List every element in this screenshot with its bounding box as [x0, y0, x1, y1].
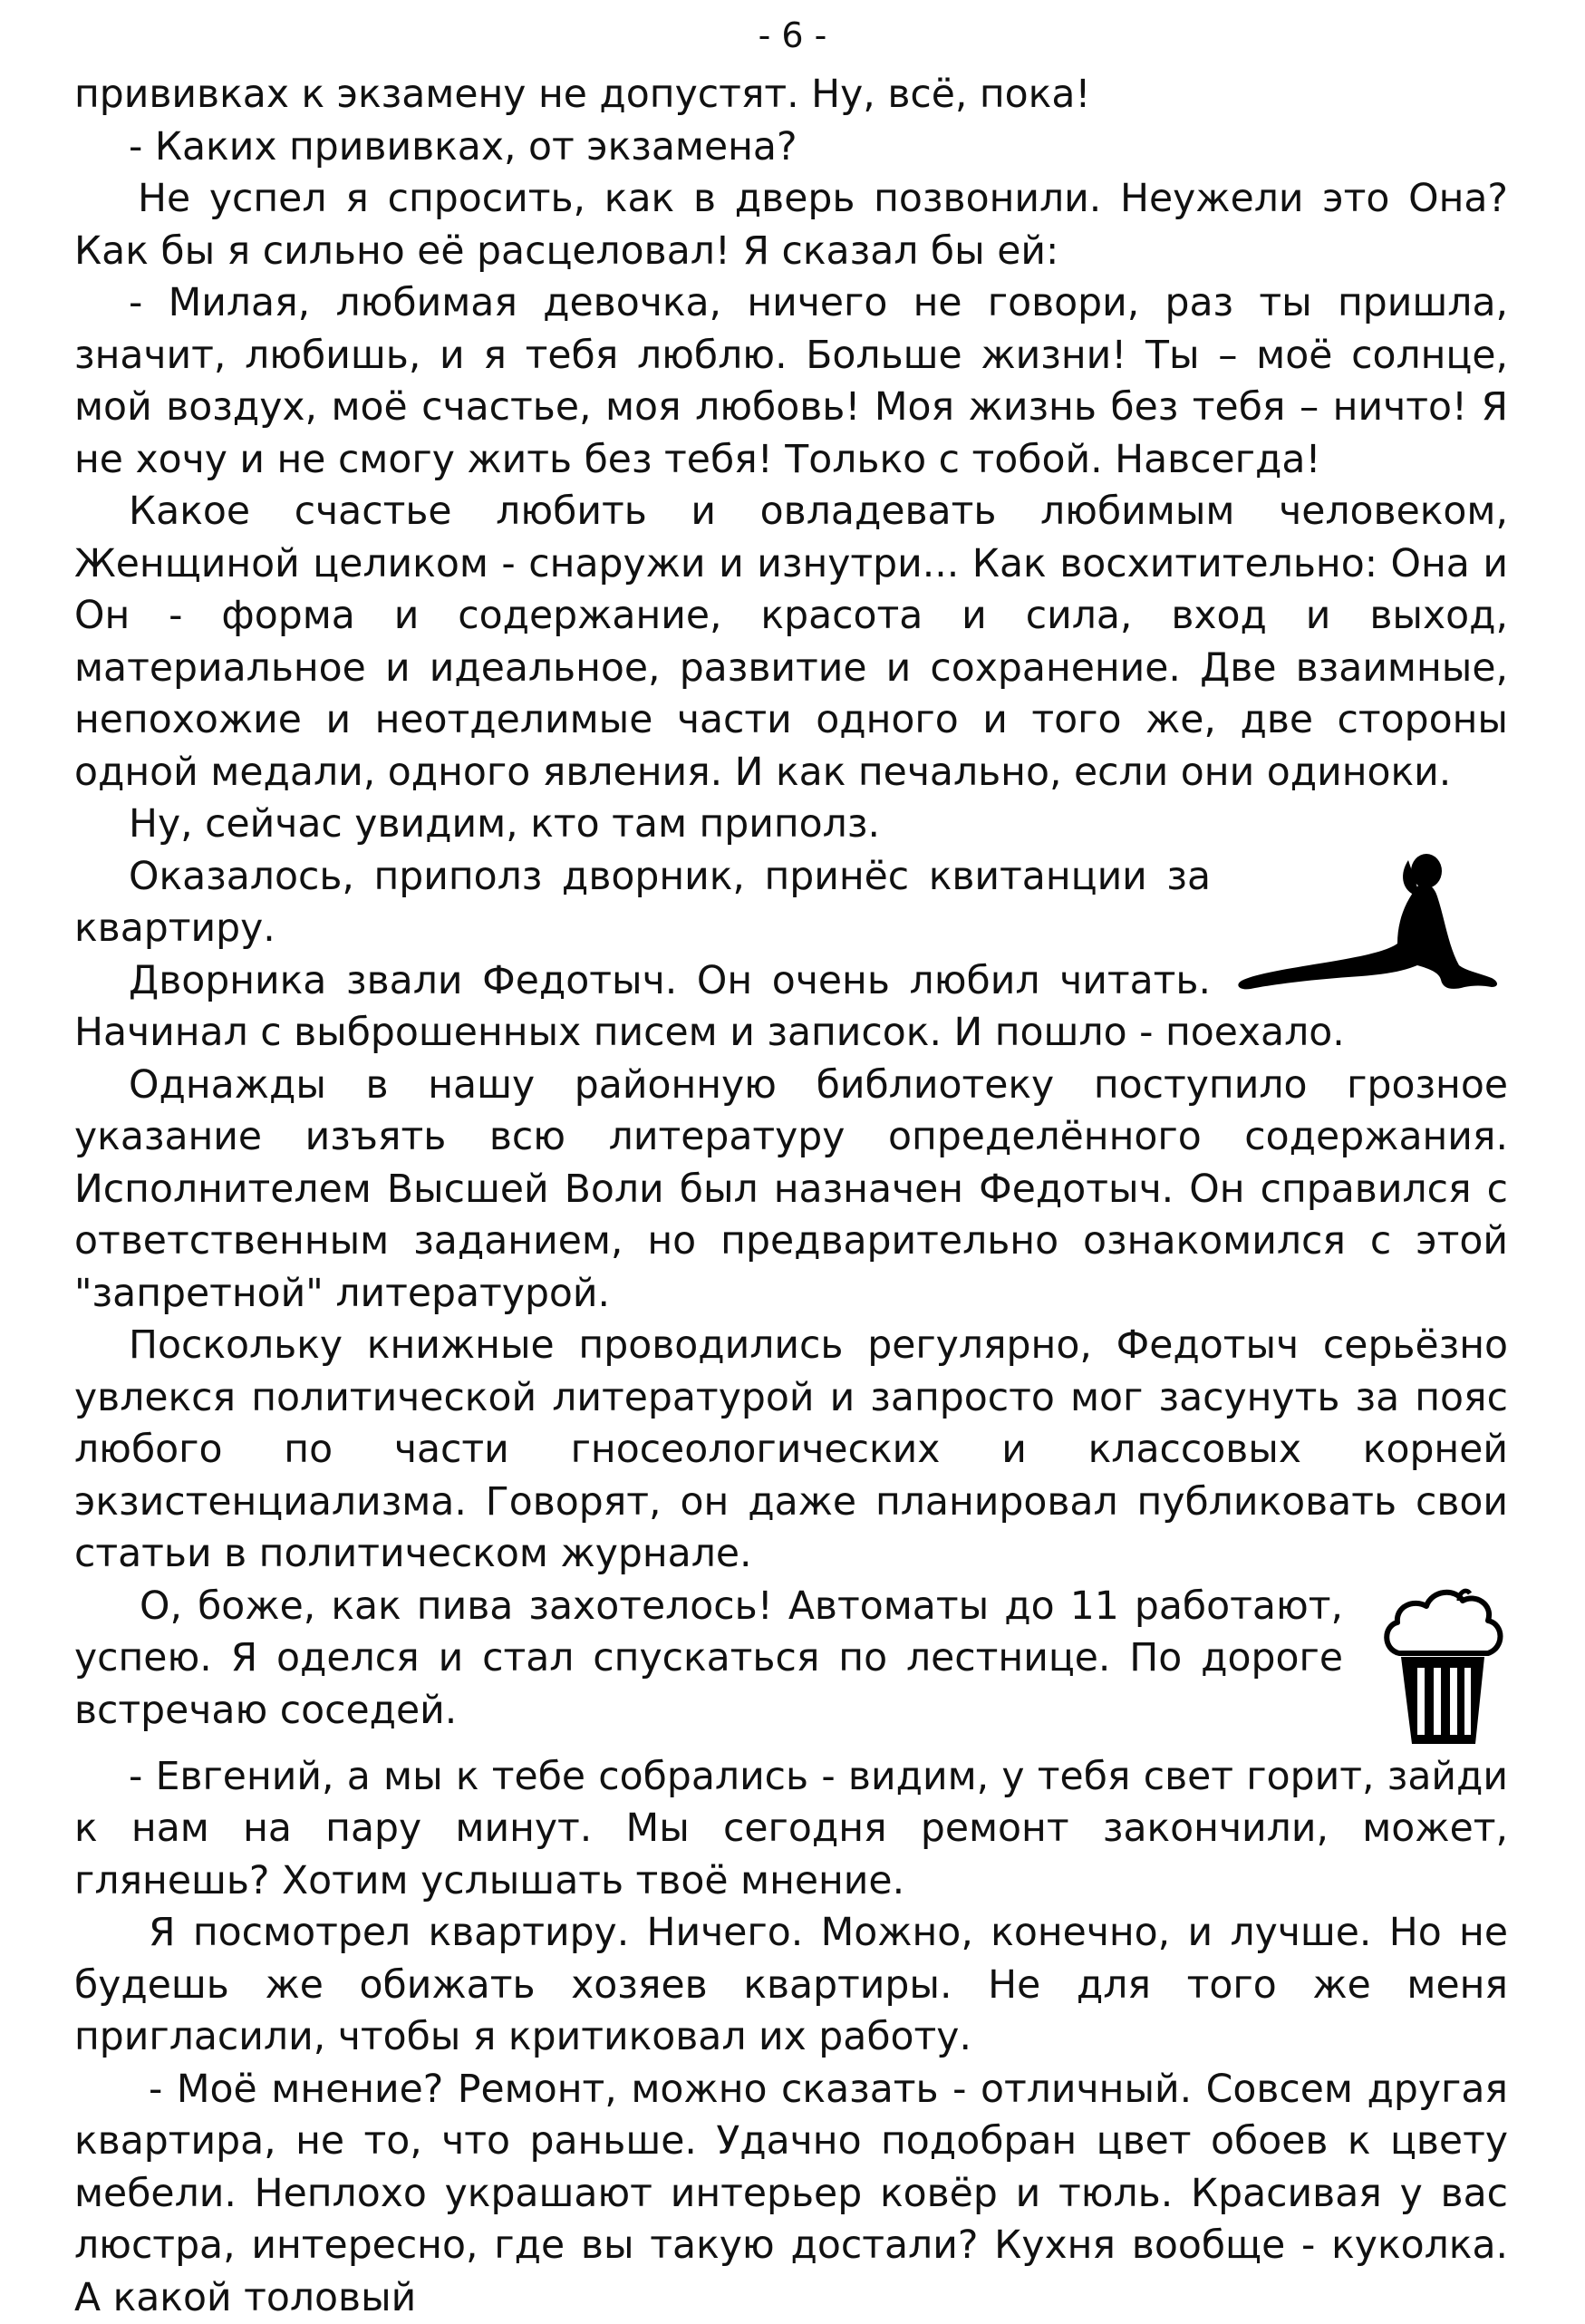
paragraph: прививках к экзамену не допустят. Ну, всё, пока!	[74, 69, 1508, 121]
paragraph: Поскольку книжные проводились регулярно, Федотыч серьёзно увлекся политической литературой и запросто мог засунуть за пояс любого по части гносеологических и классовых корней экзистенциализма. Говорят, он даже планировал публиковать свои статьи в политическом журнале.	[74, 1320, 1508, 1581]
paragraph: Не успел я спросить, как в дверь позвонили. Неужели это Она? Как бы я сильно её расцеловал! Я сказал бы ей:	[74, 173, 1508, 277]
paragraph: - Моё мнение? Ремонт, можно сказать - отличный. Совсем другая квартира, не то, что раньше. Удачно подобран цвет обоев к цвету мебели. Неплохо украшают интерьер ковёр и тюль. Красивая у вас люстра, интересно, где вы такую достали? Кухня вообще - куколка. А какой толовый	[74, 2064, 1508, 2324]
paragraph: - Милая, любимая девочка, ничего не говори, раз ты пришла, значит, любишь, и я тебя люблю. Больше жизни! Ты – моё солнце, мой воздух, моё счастье, моя любовь! Моя жизнь без тебя – ничто! Я не хочу и не смогу жить без тебя! Только с тобой. Навсегда!	[74, 277, 1508, 486]
paragraph: Однажды в нашу районную библиотеку поступило грозное указание изъять всю литературу определённого содержания. Исполнителем Высшей Воли был назначен Федотыч. Он справился с ответственным заданием, но предварительно ознакомился с этой "запретной" литературой.	[74, 1060, 1508, 1321]
paragraph: - Евгений, а мы к тебе собрались - видим, у тебя свет горит, зайди к нам на пару минут. Мы сегодня ремонт закончили, может, глянешь? Хотим услышать твоё мнение.	[74, 1751, 1508, 1908]
document-body	[74, 69, 1508, 2324]
paragraph: - Каких прививках, от экзамена?	[74, 121, 1508, 174]
paragraph: Дворника звали Федотыч. Он очень любил читать. Начинал с выброшенных писем и записок. И пошло - поехало.	[74, 955, 1508, 1060]
reclining-woman-silhouette	[1236, 851, 1508, 1002]
paragraph: Я посмотрел квартиру. Ничего. Можно, конечно, и лучше. Но не будешь же обижать хозяев квартиры. Не для того же меня пригласили, чтобы я критиковал их работу.	[74, 1907, 1508, 2064]
paragraph: Какое счастье любить и овладевать любимым человеком, Женщиной целиком - снаружи и изнутри... Как восхитительно: Она и Он - форма и содержание, красота и сила, вход и выход, материальное и идеальное, развитие и сохранение. Две взаимные, непохожие и неотделимые части одного и того же, две стороны одной медали, одного явления. И как печально, если они одиноки.	[74, 486, 1508, 799]
paragraph: Оказалось, приполз дворник, принёс квитанции за квартиру.	[74, 851, 1508, 955]
page-number: - 6 -	[0, 13, 1585, 58]
beer-mug-icon	[1379, 1581, 1506, 1751]
paragraph: О, боже, как пива захотелось! Автоматы до 11 работают, успею. Я оделся и стал спускаться по лестнице. По дороге встречаю соседей.	[74, 1581, 1508, 1738]
paragraph: Ну, сейчас увидим, кто там приполз.	[74, 799, 1508, 851]
